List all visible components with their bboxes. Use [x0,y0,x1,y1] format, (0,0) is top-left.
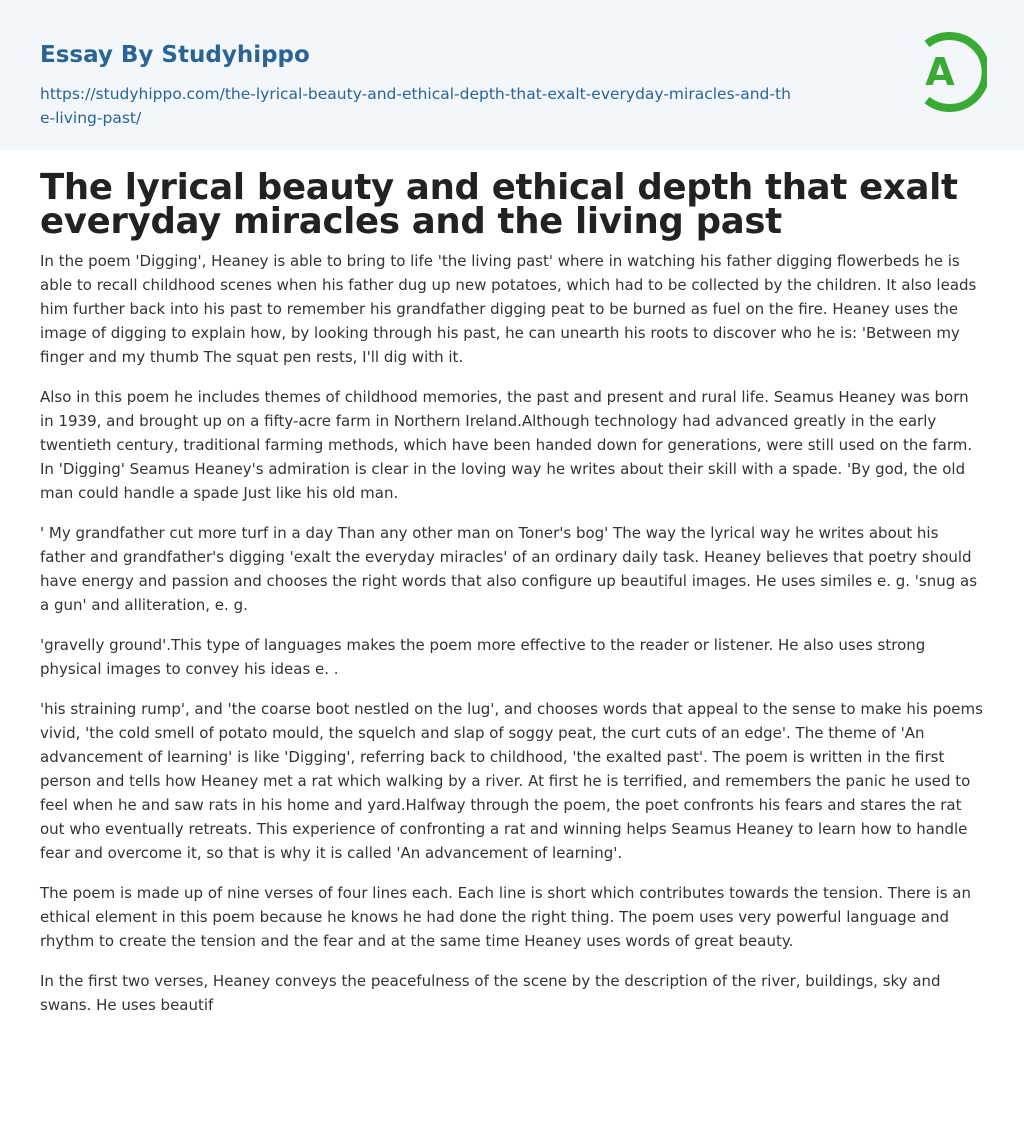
logo-letter: A [925,50,955,94]
essay-title: The lyrical beauty and ethical depth that exalt everyday miracles and the living past [40,167,958,242]
essay-paragraph: The poem is made up of nine verses of four lines each. Each line is short which contributes towards the tension. There is an ethical element in this poem because he knows he had done the right thing. The poem uses very powerful language and rhythm to create the tension and the fear and at the same time Heaney uses words of great beauty. [40,884,971,950]
essay-paragraph: Also in this poem he includes themes of childhood memories, the past and present and rural life. Seamus Heaney was born in 1939, and brought up on a fifty-acre farm in Northern Ireland.Although technology had advanced greatly in the early twentieth century, traditional farming methods, which have been handed down for generations, were still used on the farm. In 'Digging' Seamus Heaney's admiration is clear in the loving way he writes about their skill with a spade. 'By god, the old man could handle a spade Just like his old man. [40,388,973,502]
essay-url-link[interactable]: https://studyhippo.com/the-lyrical-beauty-and-ethical-depth-that-exalt-everyday-miracles-and-the-living-past/ [40,85,791,127]
essay-body [40,249,984,1033]
site-brand[interactable]: Essay By Studyhippo [40,42,310,68]
essay-paragraph: 'his straining rump', and 'the coarse boot nestled on the lug', and chooses words that appeal to the sense to make his poems vivid, 'the cold smell of potato mould, the squelch and slap of soggy peat, the curt cuts of an edge'. The theme of 'An advancement of learning' is like 'Digging', referring back to childhood, 'the exalted past'. The poem is written in the first person and tells how Heaney met a rat which walking by a river. At first he is terrified, and remembers the panic he used to feel when he and saw rats in his home and yard.Halfway through the poem, the poet confronts his fears and stares the rat out who eventually retreats. This experience of confronting a rat and winning helps Seamus Heaney to learn how to handle fear and overcome it, so that is why it is called 'An advancement of learning'. [40,700,983,862]
essay-paragraph: In the poem 'Digging', Heaney is able to bring to life 'the living past' where in watching his father digging flowerbeds he is able to recall childhood scenes when his father dug up new potatoes, which had to be collected by the children. It also leads him further back into his past to remember his grandfather digging peat to be burned as fuel on the fire. Heaney uses the image of digging to explain how, by looking through his past, he can unearth his roots to discover who he is: 'Between my finger and my thumb The squat pen rests, I'll dig with it. [40,252,977,366]
essay-paragraph: In the first two verses, Heaney conveys the peacefulness of the scene by the description of the river, buildings, sky and swans. He uses beautif [40,972,941,1014]
essay-paragraph: ' My grandfather cut more turf in a day Than any other man on Toner's bog' The way the lyrical way he writes about his father and grandfather's digging 'exalt the everyday miracles' of an ordinary daily task. Heaney believes that poetry should have energy and passion and chooses the right words that also configure up beautiful images. He uses similes e. g. 'snug as a gun' and alliteration, e. g. [40,524,978,614]
essay-paragraph: 'gravelly ground'.This type of languages makes the poem more effective to the reader or listener. He also uses strong physical images to convey his ideas e. . [40,636,926,678]
